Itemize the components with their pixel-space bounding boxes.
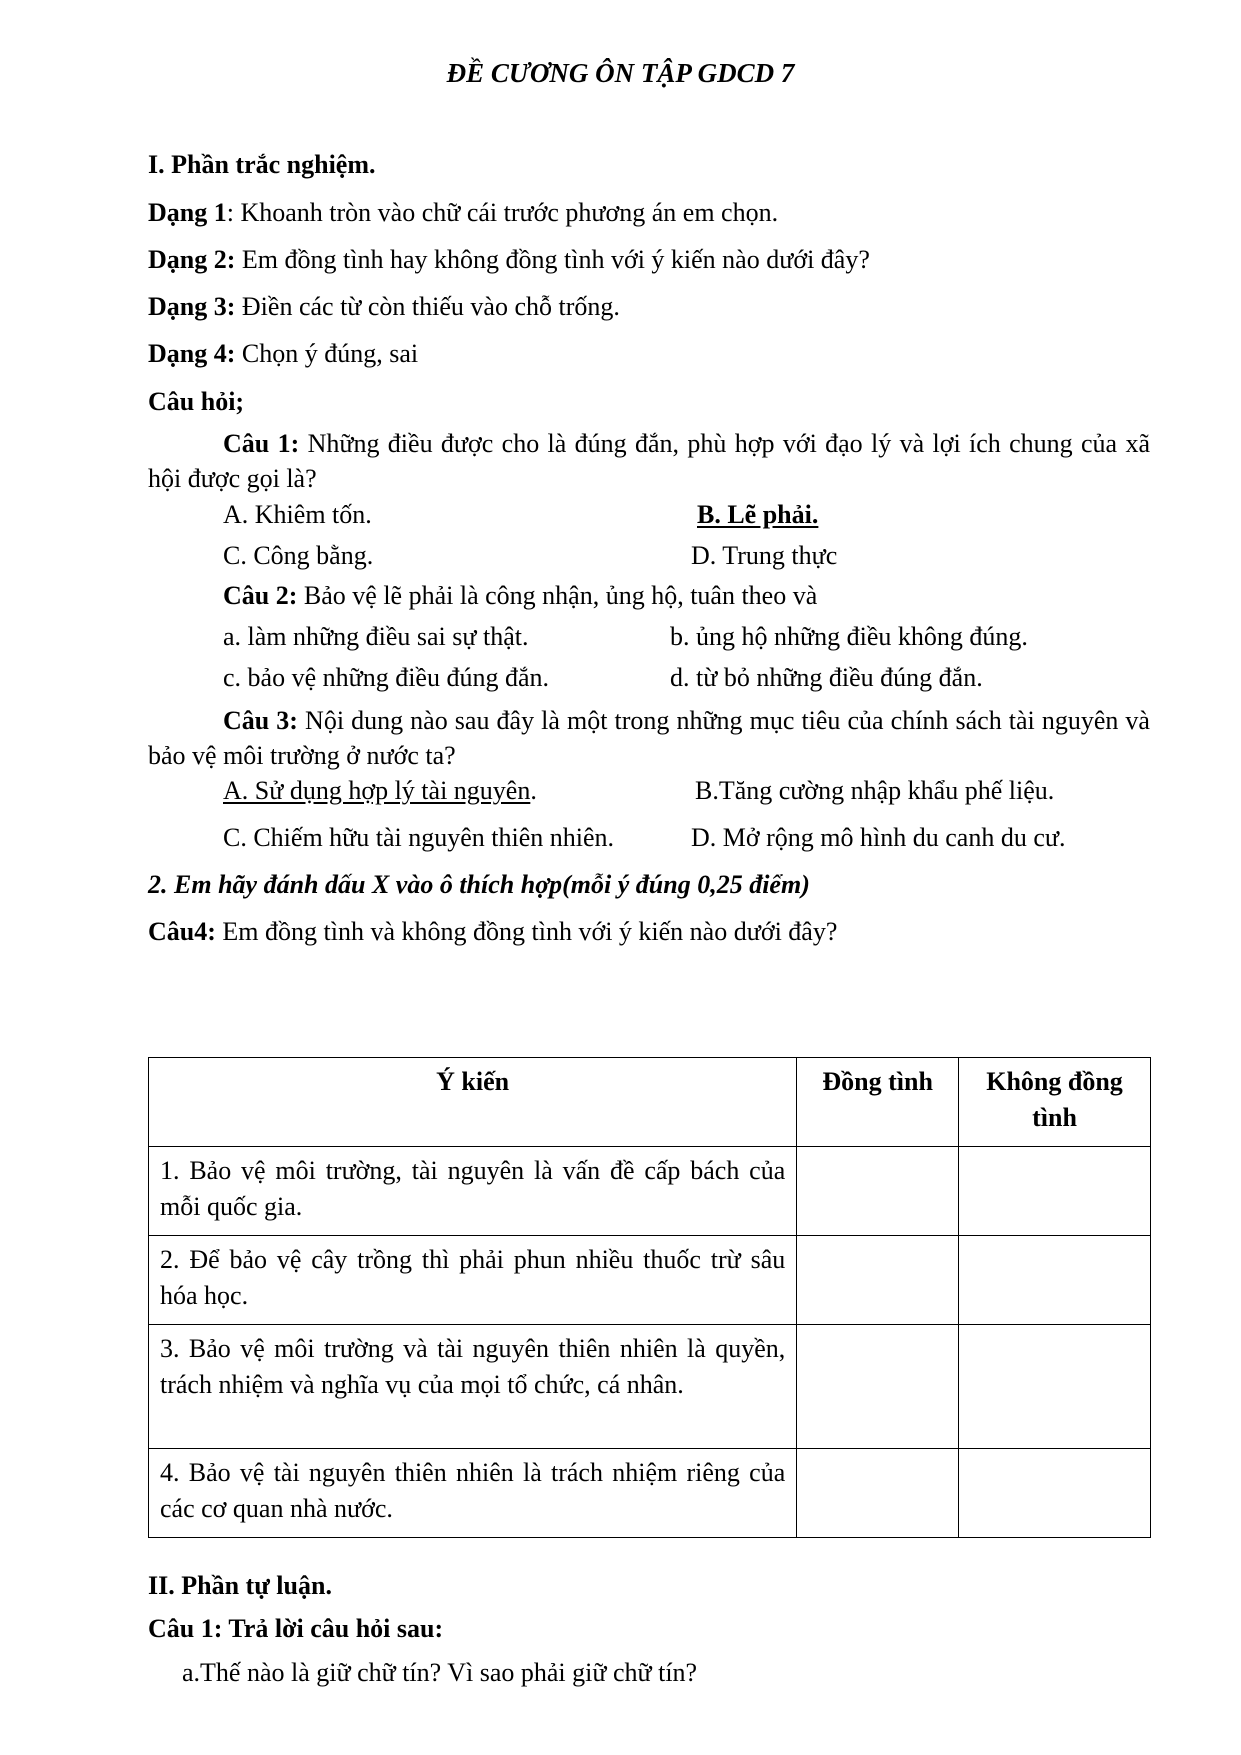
agree-cell[interactable] bbox=[797, 1236, 959, 1325]
opinion-text: 3. Bảo vệ môi trường và tài nguyên thiên nhiên là quyền, trách nhiệm và nghĩa vụ của mọi tổ chức, cá nhân. bbox=[149, 1325, 797, 1449]
table-header-row bbox=[149, 1058, 1151, 1147]
opinion-table bbox=[148, 1057, 1151, 1538]
question-1: Câu 1: Những điều được cho là đúng đắn, phù hợp với đạo lý và lợi ích chung của xã hội được gọi là? bbox=[148, 429, 1150, 493]
dang-2: Dạng 2: Em đồng tình hay không đồng tình với ý kiến nào dưới đây? bbox=[148, 245, 870, 274]
disagree-cell[interactable] bbox=[959, 1236, 1151, 1325]
q3-option-b: B.Tăng cường nhập khẩu phế liệu. bbox=[695, 776, 1055, 805]
dang-3: Dạng 3: Điền các từ còn thiếu vào chỗ trống. bbox=[148, 292, 620, 321]
header-disagree: Không đồng tình bbox=[959, 1058, 1151, 1147]
header-agree: Đồng tình bbox=[797, 1058, 959, 1147]
disagree-cell[interactable] bbox=[959, 1325, 1151, 1449]
agree-cell[interactable] bbox=[797, 1325, 959, 1449]
header-opinion: Ý kiến bbox=[149, 1058, 797, 1147]
q2-option-d: d. từ bỏ những điều đúng đắn. bbox=[670, 663, 983, 692]
question-2: Câu 2: Bảo vệ lẽ phải là công nhận, ủng hộ, tuân theo và bbox=[223, 581, 818, 610]
agree-cell[interactable] bbox=[797, 1147, 959, 1236]
q2-option-c: c. bảo vệ những điều đúng đắn. bbox=[223, 663, 550, 692]
document-title: ĐỀ CƯƠNG ÔN TẬP GDCD 7 bbox=[446, 58, 795, 88]
questions-heading: Câu hỏi; bbox=[148, 387, 245, 416]
q1-option-a: A. Khiêm tốn. bbox=[223, 500, 372, 529]
q1-option-b-correct: B. Lẽ phải. bbox=[697, 500, 819, 529]
disagree-cell[interactable] bbox=[959, 1147, 1151, 1236]
q2-option-a: a. làm những điều sai sự thật. bbox=[223, 622, 529, 651]
dang-4: Dạng 4: Chọn ý đúng, sai bbox=[148, 339, 419, 368]
opinion-text: 4. Bảo vệ tài nguyên thiên nhiên là trách nhiệm riêng của các cơ quan nhà nước. bbox=[149, 1449, 797, 1538]
section-2-heading: 2. Em hãy đánh dấu X vào ô thích hợp(mỗi ý đúng 0,25 điểm) bbox=[148, 870, 810, 899]
opinion-text: 2. Để bảo vệ cây trồng thì phải phun nhiều thuốc trừ sâu hóa học. bbox=[149, 1236, 797, 1325]
table-row bbox=[149, 1325, 1151, 1449]
part1-heading: I. Phần trắc nghiệm. bbox=[148, 150, 376, 179]
dang-1: Dạng 1: Khoanh tròn vào chữ cái trước phương án em chọn. bbox=[148, 198, 779, 227]
essay-question-1-heading: Câu 1: Trả lời câu hỏi sau: bbox=[148, 1614, 444, 1643]
q1-option-c: C. Công bằng. bbox=[223, 541, 374, 570]
opinion-text: 1. Bảo vệ môi trường, tài nguyên là vấn đề cấp bách của mỗi quốc gia. bbox=[149, 1147, 797, 1236]
q3-option-a-correct: A. Sử dụng hợp lý tài nguyên. bbox=[223, 776, 537, 805]
disagree-cell[interactable] bbox=[959, 1449, 1151, 1538]
question-3: Câu 3: Nội dung nào sau đây là một trong những mục tiêu của chính sách tài nguyên và bảo vệ môi trường ở nước ta? bbox=[148, 706, 1150, 770]
essay-question-1a: a.Thế nào là giữ chữ tín? Vì sao phải giữ chữ tín? bbox=[182, 1658, 698, 1687]
question-4: Câu4: Em đồng tình và không đồng tình với ý kiến nào dưới đây? bbox=[148, 917, 838, 946]
q3-option-d: D. Mở rộng mô hình du canh du cư. bbox=[691, 823, 1066, 852]
part2-heading: II. Phần tự luận. bbox=[148, 1571, 332, 1600]
q3-option-c: C. Chiếm hữu tài nguyên thiên nhiên. bbox=[223, 823, 615, 852]
table-row bbox=[149, 1147, 1151, 1236]
agree-cell[interactable] bbox=[797, 1449, 959, 1538]
q1-option-d: D. Trung thực bbox=[691, 541, 838, 570]
table-row bbox=[149, 1236, 1151, 1325]
q2-option-b: b. ủng hộ những điều không đúng. bbox=[670, 622, 1028, 651]
table-row bbox=[149, 1449, 1151, 1538]
